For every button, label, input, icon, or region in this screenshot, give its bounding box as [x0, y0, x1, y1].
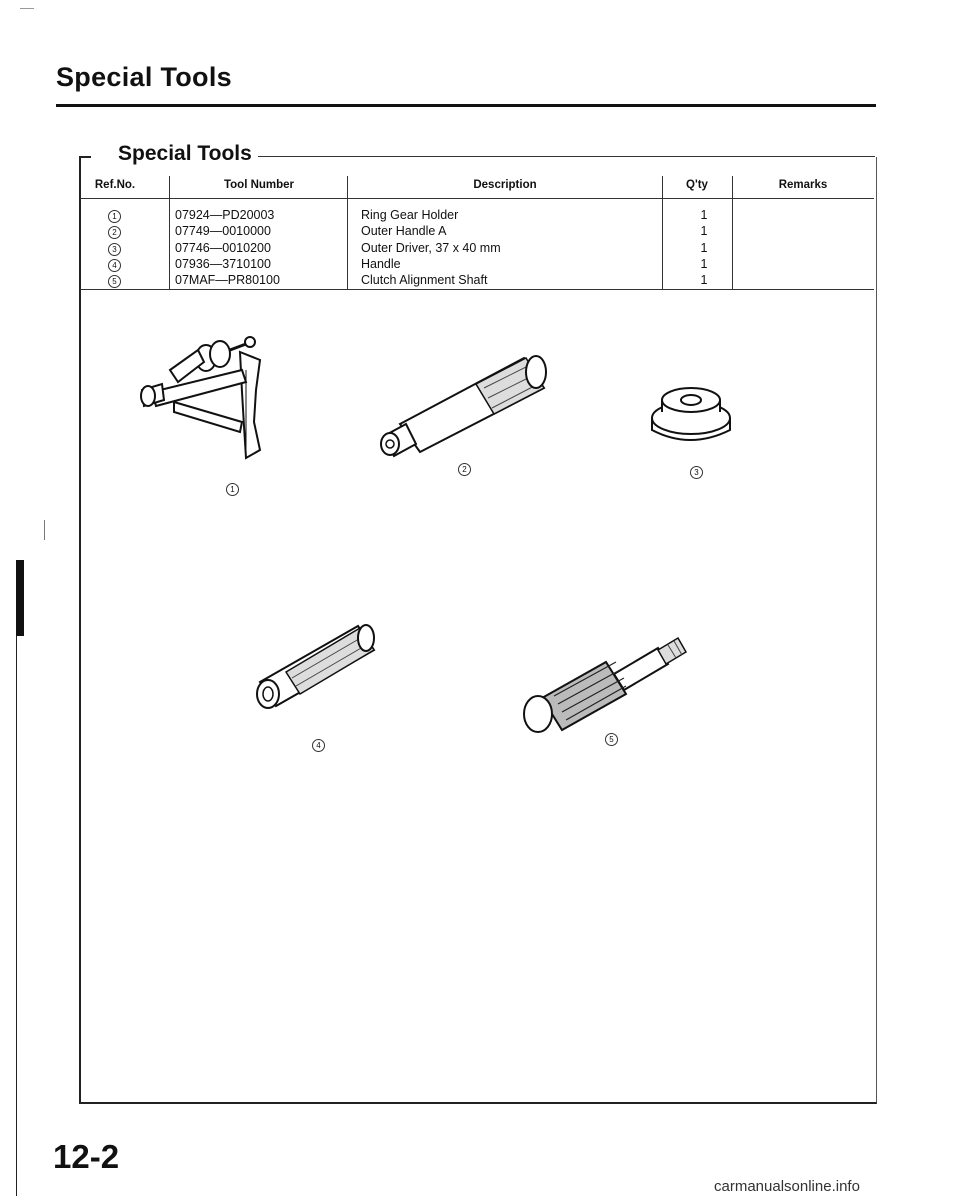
- qty-cell: 1: [700, 256, 708, 271]
- ref-number: 2: [108, 226, 121, 239]
- callout-3: 3: [690, 466, 703, 479]
- header-divider: [732, 176, 733, 198]
- column-divider: [732, 199, 733, 289]
- callout-2: 2: [458, 463, 471, 476]
- header-divider: [347, 176, 348, 198]
- header-divider: [169, 176, 170, 198]
- header-qty: Q'ty: [686, 179, 708, 191]
- ref-number: 5: [108, 275, 121, 288]
- ref-number: 3: [108, 243, 121, 256]
- tools-table: [80, 170, 874, 290]
- qty-column: [694, 207, 714, 288]
- callout-4: 4: [312, 739, 325, 752]
- qty-cell: 1: [700, 273, 708, 288]
- description-cell: Outer Handle A: [361, 224, 447, 239]
- tool-number-cell: 07924—PD20003: [175, 208, 275, 222]
- page-title: Special Tools: [56, 62, 232, 92]
- table-header-row: [80, 170, 874, 199]
- column-divider: [662, 199, 663, 289]
- ref-column: [108, 207, 128, 288]
- callout-1: 1: [226, 483, 239, 496]
- binding-line: [16, 636, 17, 1196]
- outer-driver-illustration: [648, 378, 738, 448]
- callout-5: 5: [605, 733, 618, 746]
- thumb-tab-bar: [16, 560, 24, 636]
- description-column: [361, 207, 661, 288]
- header-description: Description: [473, 179, 537, 191]
- ref-number: 1: [108, 210, 121, 223]
- ref-number: 4: [108, 259, 121, 272]
- qty-cell: 1: [700, 208, 708, 222]
- table-row-ref: [108, 240, 128, 256]
- tool-number-cell: 07746—0010200: [175, 240, 271, 255]
- tool-number-cell: 07749—0010000: [175, 224, 271, 239]
- description-cell: Outer Driver, 37 x 40 mm: [361, 240, 501, 255]
- title-rule: [56, 104, 876, 107]
- page-number: 12-2: [53, 1138, 120, 1175]
- table-body: [80, 199, 874, 290]
- ring-gear-holder-illustration: [134, 330, 284, 470]
- description-cell: Clutch Alignment Shaft: [361, 273, 488, 288]
- description-cell: Handle: [361, 256, 401, 271]
- section-title: Special Tools: [118, 142, 258, 166]
- watermark: carmanualsonline.info: [714, 1178, 860, 1195]
- box-title-tick: [79, 156, 91, 158]
- outer-handle-illustration: [376, 348, 556, 458]
- special-tools-box: [79, 157, 877, 1104]
- tool-number-cell: 07936—3710100: [175, 256, 271, 271]
- column-divider: [347, 199, 348, 289]
- table-row-ref: [108, 223, 128, 239]
- column-divider: [169, 199, 170, 289]
- binding-line: [44, 520, 45, 540]
- tool-number-column: [175, 207, 345, 288]
- qty-cell: 1: [700, 224, 708, 239]
- table-row-ref: [108, 207, 128, 223]
- description-cell: Ring Gear Holder: [361, 208, 459, 222]
- header-remarks: Remarks: [778, 179, 828, 191]
- header-ref: Ref.No.: [94, 179, 136, 191]
- header-divider: [662, 176, 663, 198]
- header-tool-number: Tool Number: [223, 179, 295, 191]
- box-title-line: [255, 156, 875, 157]
- table-row-ref: [108, 256, 128, 272]
- tool-number-cell: 07MAF—PR80100: [175, 273, 280, 288]
- handle-illustration: [246, 618, 382, 710]
- clutch-alignment-shaft-illustration: [518, 628, 690, 734]
- corner-mark: [20, 8, 34, 9]
- qty-cell: 1: [700, 240, 708, 255]
- table-row-ref: [108, 272, 128, 288]
